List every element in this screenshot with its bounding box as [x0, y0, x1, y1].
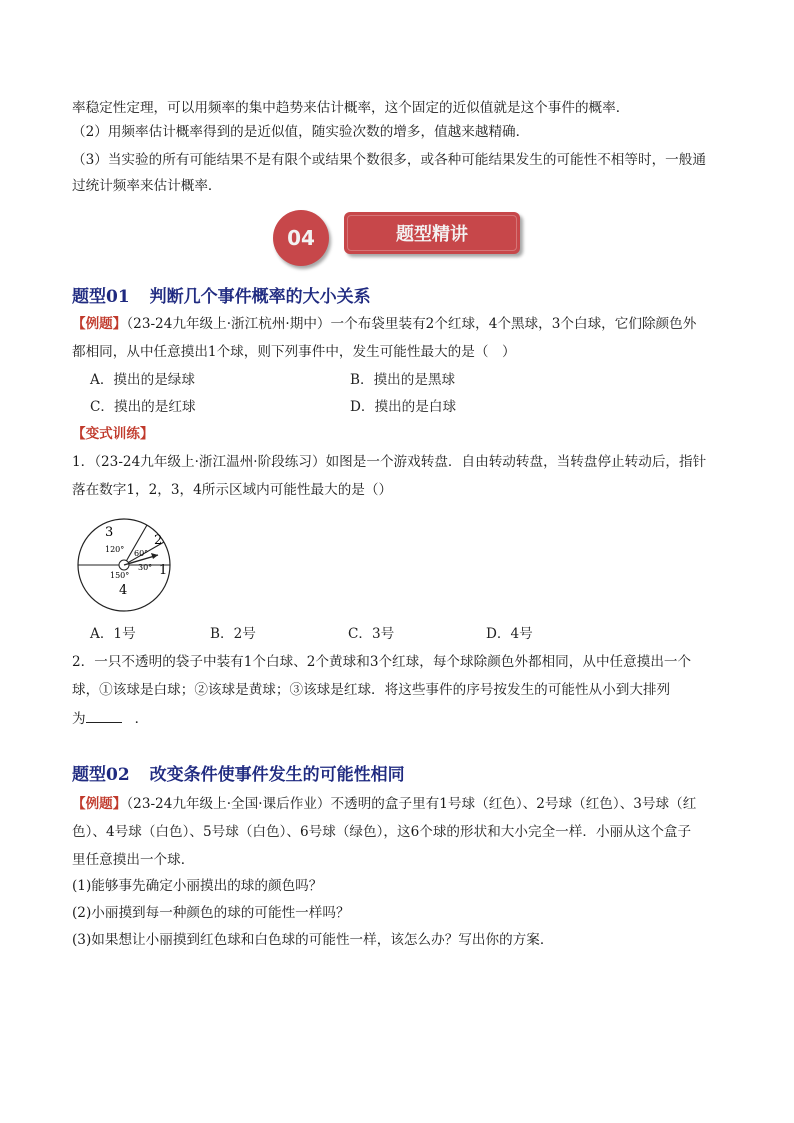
spinner-angle-60: 60°	[134, 549, 149, 558]
option-c-text: 摸出的是红球	[114, 399, 196, 415]
topic-1-title: 判断几个事件概率的大小关系	[149, 287, 371, 307]
option-b-letter: B．	[350, 372, 374, 388]
question-2-suffix: ．	[134, 711, 149, 727]
example-2-question-2: (2)小丽摸到每一种颜色的球的可能性一样吗？	[72, 905, 350, 921]
example-1-line-1	[72, 314, 696, 334]
intro-line-2: （2）用频率估计概率得到的是近似值，随实验次数的增多，值越来越精确．	[72, 124, 530, 140]
topic-1-number: 题型01	[72, 287, 130, 307]
q1-option-b-letter: B．	[210, 626, 234, 642]
q1-option-d-text: 4号	[510, 626, 533, 642]
q1-option-b-text: 2号	[233, 626, 256, 642]
option-a-text: 摸出的是绿球	[113, 372, 195, 388]
banner-inner-border	[347, 215, 517, 251]
q1-option-a-letter: A．	[90, 626, 114, 642]
example-tag: 【例题】	[72, 316, 127, 332]
question-2-line-2: 球，①该球是白球；②该球是黄球；③该球是红球．将这些事件的序号按发生的可能性从小到大排列	[72, 682, 671, 698]
spinner-label-4: 4	[119, 583, 128, 598]
spinner-label-3: 3	[105, 525, 114, 540]
example-2-question-3: (3)如果想让小丽摸到红色球和白色球的可能性一样，该怎么办？写出你的方案．	[72, 932, 554, 948]
section-title: 题型精讲	[396, 224, 468, 245]
spinner-label-2: 2	[154, 533, 163, 548]
example-2-line-1	[72, 794, 696, 814]
question-2-line-1: 2．一只不透明的袋子中装有1个白球、2个黄球和3个红球，每个球除颜色外都相同，从中任意摸出一个	[72, 654, 692, 670]
option-d[interactable]	[350, 397, 456, 417]
question-2-line-3	[72, 708, 148, 729]
option-d-letter: D．	[350, 399, 375, 415]
q1-option-b[interactable]	[210, 624, 256, 644]
option-b-text: 摸出的是黑球	[373, 372, 456, 388]
intro-line-3: （3）当实验的所有可能结果不是有限个或结果个数很多，或各种可能结果发生的可能性不相等时，一般通	[72, 152, 706, 168]
example-1-line-2: 都相同，从中任意摸出1个球，则下列事件中，发生可能性最大的是（ ）	[72, 344, 516, 360]
spinner-label-1: 1	[159, 563, 168, 578]
section-number-badge	[273, 210, 329, 266]
answer-blank[interactable]	[86, 708, 122, 723]
q1-option-c-text: 3号	[372, 626, 395, 642]
spinner-angle-150: 150°	[110, 571, 130, 580]
q1-option-c-letter: C．	[348, 626, 372, 642]
spinner-angle-120: 120°	[105, 545, 125, 554]
option-c-letter: C．	[90, 399, 114, 415]
intro-line-4: 过统计频率来估计概率．	[72, 178, 222, 194]
option-b[interactable]	[350, 370, 455, 390]
option-d-text: 摸出的是白球	[374, 399, 457, 415]
topic-2-title: 改变条件使事件发生的可能性相同	[149, 765, 405, 785]
section-title-banner	[344, 212, 520, 254]
question-1-line-2: 落在数字1，2，3，4所示区域内可能性最大的是（）	[72, 482, 393, 498]
option-c[interactable]	[90, 397, 196, 417]
q1-option-d-letter: D．	[486, 626, 511, 642]
example-2-text-1: （23-24九年级上·全国·课后作业）不透明的盒子里有1号球（红色）、2号球（红色）、3号球（红	[126, 796, 697, 812]
topic-1-heading	[72, 282, 371, 307]
option-a[interactable]	[90, 370, 195, 390]
q1-option-c[interactable]	[348, 624, 394, 644]
topic-2-number: 题型02	[72, 765, 130, 785]
spinner-figure	[72, 518, 182, 614]
q1-option-a[interactable]	[90, 624, 136, 644]
example-1-text-1: （23-24九年级上·浙江杭州·期中）一个布袋里装有2个红球，4个黑球，3个白球，它们除颜色外	[126, 316, 697, 332]
q1-option-d[interactable]	[486, 624, 533, 644]
variant-training-tag	[72, 424, 154, 444]
example-2-line-2: 色）、4号球（白色）、5号球（白色）、6号球（绿色），这6个球的形状和大小完全一样．小丽从这个盒子	[72, 824, 692, 840]
section-number: 04	[287, 226, 315, 250]
variant-tag: 【变式训练】	[72, 426, 154, 442]
example-2-question-1: (1)能够事先确定小丽摸出的球的颜色吗？	[72, 878, 323, 894]
q1-option-a-text: 1号	[113, 626, 136, 642]
option-a-letter: A．	[90, 372, 114, 388]
question-1-line-1: 1．（23-24九年级上·浙江温州·阶段练习）如图是一个游戏转盘．自由转动转盘，当转盘停止转动后，指针	[72, 454, 707, 470]
spinner-angle-30: 30°	[138, 563, 153, 572]
topic-2-heading	[72, 760, 405, 785]
intro-line-1: 率稳定性定理，可以用频率的集中趋势来估计概率，这个固定的近似值就是这个事件的概率．	[72, 100, 630, 116]
example-2-line-3: 里任意摸出一个球．	[72, 852, 195, 868]
question-2-prefix: 为	[72, 711, 86, 727]
example-2-tag: 【例题】	[72, 796, 127, 812]
